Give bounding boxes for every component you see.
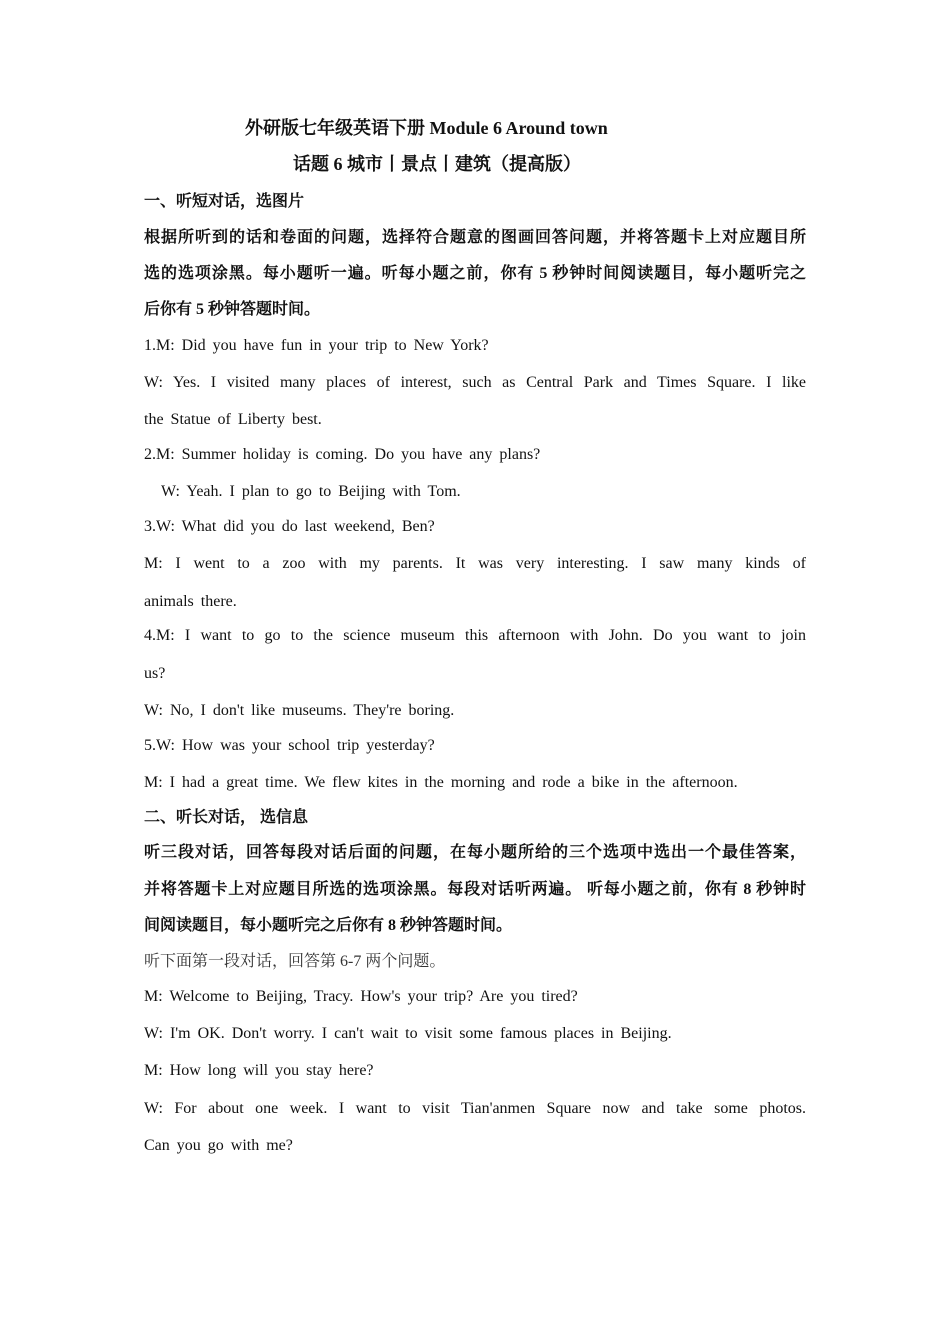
dialogue-line: Can you go with me? [144,1137,293,1154]
document-title: 外研版七年级英语下册 Module 6 Around town [245,118,608,138]
dialogue-line: the Statue of Liberty best. [144,411,322,428]
dialogue-line: M: I went to a zoo with my parents. It was very interesting. I saw many kinds of [144,555,806,572]
section1-instruction-line: 根据所听到的话和卷面的问题，选择符合题意的图画回答问题，并将答题卡上对应题目所 [144,229,806,246]
section1-instruction-line: 后你有 5 秒钟答题时间。 [144,301,321,318]
section2-instruction-line: 间阅读题目，每小题听完之后你有 8 秒钟答题时间。 [144,917,513,934]
dialogue-line: W: No, I don't like museums. They're boring. [144,702,455,719]
dialogue-line: W: For about one week. I want to visit Tian'anmen Square now and take some photos. [144,1100,806,1117]
section2-intro: 听下面第一段对话，回答第 6-7 两个问题。 [144,953,446,970]
dialogue-line: us? [144,665,166,682]
dialogue-line: W: I'm OK. Don't worry. I can't wait to visit some famous places in Beijing. [144,1025,672,1042]
dialogue-line: animals there. [144,593,237,610]
dialogue-line: 4.M: I want to go to the science museum this afternoon with John. Do you want to join [144,627,806,644]
dialogue-line: 3.W: What did you do last weekend, Ben? [144,518,435,535]
dialogue-line: M: I had a great time. We flew kites in the morning and rode a bike in the afternoon. [144,774,738,791]
document-subtitle: 话题 6 城市丨景点丨建筑（提高版） [293,154,581,174]
dialogue-line: 5.W: How was your school trip yesterday? [144,737,435,754]
section2-instruction-line: 听三段对话，回答每段对话后面的问题，在每小题所给的三个选项中选出一个最佳答案， [144,844,806,861]
dialogue-line: W: Yes. I visited many places of interest, such as Central Park and Times Square. I like [144,374,806,391]
section1-instruction-line: 选的选项涂黑。每小题听一遍。听每小题之前，你有 5 秒钟时间阅读题目，每小题听完之 [144,265,806,282]
dialogue-line: M: Welcome to Beijing, Tracy. How's your trip? Are you tired? [144,988,578,1005]
dialogue-line: M: How long will you stay here? [144,1062,374,1079]
dialogue-line: 2.M: Summer holiday is coming. Do you have any plans? [144,446,541,463]
section2-heading: 二、听长对话， 选信息 [144,809,309,826]
section1-heading: 一、听短对话，选图片 [144,193,305,210]
dialogue-line: 1.M: Did you have fun in your trip to New York? [144,337,489,354]
dialogue-line: W: Yeah. I plan to go to Beijing with Tom. [161,483,461,500]
section2-instruction-line: 并将答题卡上对应题目所选的选项涂黑。每段对话听两遍。 听每小题之前，你有 8 秒钟时 [144,881,806,898]
